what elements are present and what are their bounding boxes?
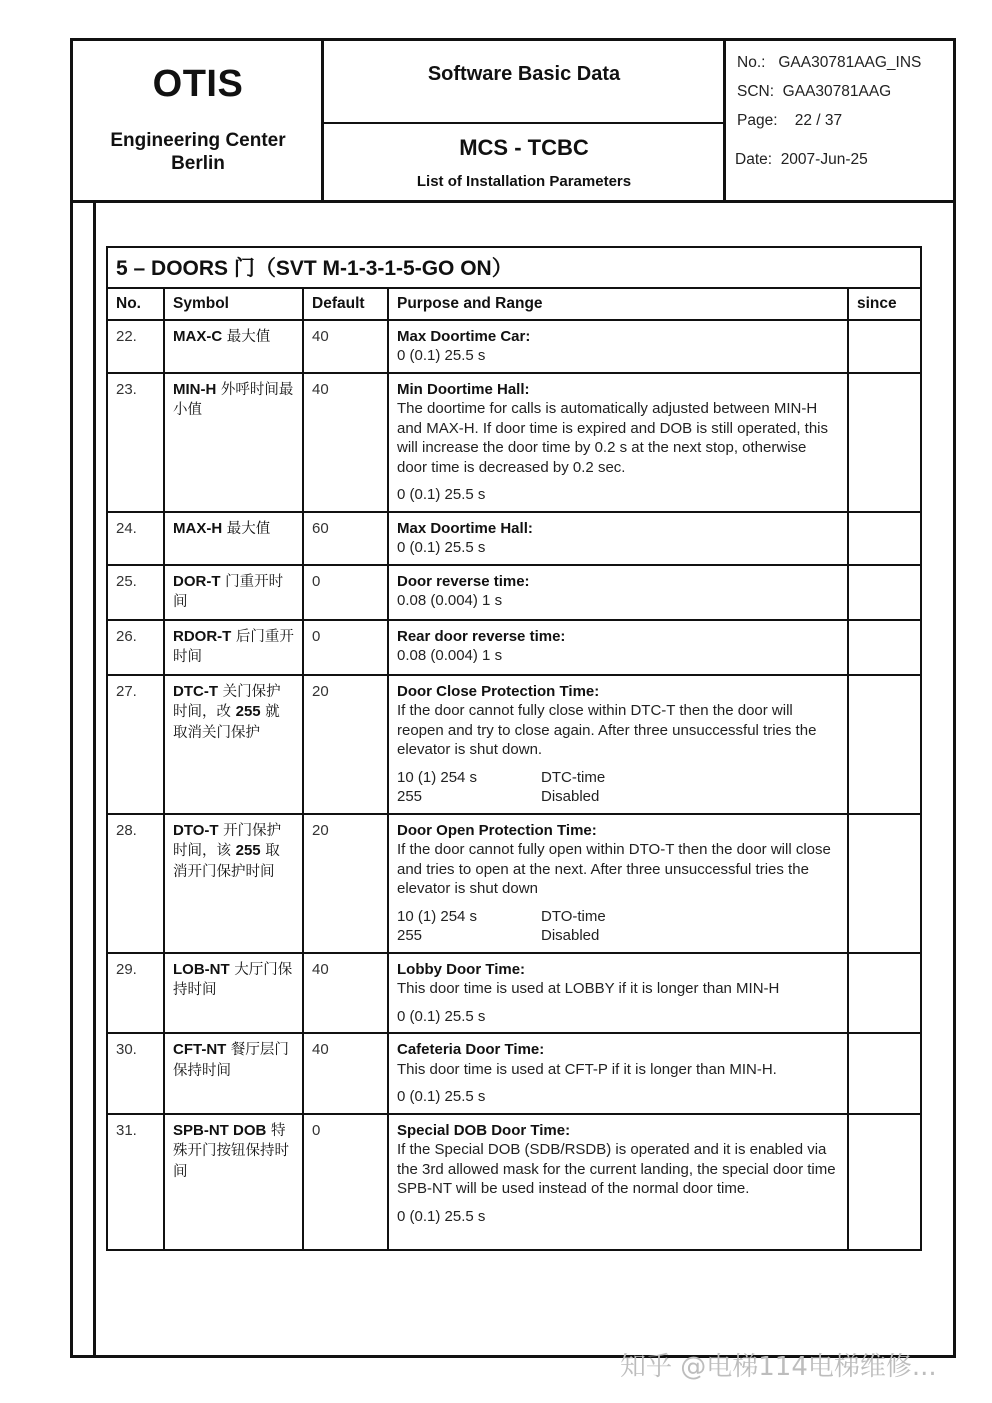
- param-purpose-title: Rear door reverse time:: [397, 627, 566, 645]
- param-purpose-title: Min Doortime Hall:: [397, 380, 530, 398]
- param-range-value: 255: [397, 927, 423, 944]
- document-subtitle: List of Installation Parameters: [416, 173, 632, 190]
- param-purpose-title: Door Open Protection Time:: [397, 821, 597, 839]
- param-symbol: [164, 620, 303, 675]
- col-header-symbol: Symbol: [164, 288, 303, 320]
- param-default: 40: [303, 953, 388, 1034]
- document-header: [70, 38, 956, 203]
- param-purpose-range: 0 (0.1) 25.5 s: [397, 1207, 486, 1225]
- param-since: [848, 320, 921, 373]
- param-symbol-code: DTO-T: [173, 821, 219, 839]
- param-purpose-description: If the Special DOB (SDB/RSDB) is operated and it is enabled via the 3rd allowed mask for the current landing, the special door time SPB-NT will be used instead of the normal door time.: [397, 1141, 836, 1197]
- watermark: 知乎 @电梯114电梯维修...: [620, 1352, 937, 1382]
- param-symbol: [164, 1114, 303, 1250]
- table-row: [107, 565, 921, 620]
- param-purpose-title: Door reverse time:: [397, 572, 530, 590]
- col-header-since: since: [848, 288, 921, 320]
- meta-no-value: GAA30781AAG_INS: [778, 54, 922, 71]
- company-name: OTIS: [152, 63, 244, 105]
- param-symbol-code: CFT-NT: [173, 1041, 227, 1058]
- param-default: 40: [303, 320, 388, 373]
- param-purpose-description: If the door cannot fully close within DTC-T then the door will reopen and try to close again. After three unsuccessful tries the elevator is shut down.: [397, 702, 817, 758]
- param-purpose: [388, 675, 848, 814]
- param-range-meaning: Disabled: [541, 927, 600, 944]
- param-no: 23.: [107, 373, 164, 512]
- param-symbol-code: LOB-NT: [173, 960, 230, 978]
- meta-page: [737, 112, 842, 130]
- param-symbol-zh: 门重开时间: [173, 573, 284, 610]
- header-divider-middle: [323, 122, 725, 124]
- param-symbol-code: RDOR-T: [173, 627, 232, 645]
- param-no: 22.: [107, 320, 164, 373]
- param-since: [848, 814, 921, 953]
- param-purpose-range: 0.08 (0.004) 1 s: [397, 592, 503, 609]
- page-inner-margin-line: [93, 203, 96, 1355]
- param-purpose-title: Lobby Door Time:: [397, 960, 526, 978]
- param-purpose-description: The doortime for calls is automatically adjusted between MIN-H and MAX-H. If door time is expired and DOB is still operated, this will increase the door time by 0.2 s at the next stop, otherwise door time is decreased by 0.2 sec.: [397, 400, 829, 476]
- param-range-value: 10 (1) 254 s: [397, 768, 478, 786]
- param-since: [848, 512, 921, 565]
- param-symbol-zh: 关门保护时间，改: [173, 683, 281, 720]
- param-symbol-value: 255: [235, 703, 261, 720]
- param-range-row: [397, 926, 839, 946]
- param-purpose: [388, 953, 848, 1034]
- table-row: [107, 620, 921, 675]
- col-header-no: No.: [107, 288, 164, 320]
- param-symbol-code: MAX-C: [173, 327, 223, 345]
- param-symbol: [164, 320, 303, 373]
- param-default: 0: [303, 620, 388, 675]
- param-range-meaning: DTO-time: [541, 907, 606, 925]
- param-purpose: [388, 320, 848, 373]
- param-symbol: [164, 953, 303, 1034]
- param-purpose-description: This door time is used at LOBBY if it is longer than MIN-H: [397, 980, 780, 997]
- table-row: [107, 675, 921, 814]
- param-no: 26.: [107, 620, 164, 675]
- param-no: 30.: [107, 1033, 164, 1114]
- table-row: [107, 512, 921, 565]
- param-range-row: [397, 787, 839, 807]
- system-name: MCS - TCBC: [459, 135, 589, 160]
- param-purpose: [388, 620, 848, 675]
- param-symbol-zh: 外呼时间最小值: [173, 381, 294, 418]
- department: [73, 129, 323, 175]
- param-symbol: [164, 1033, 303, 1114]
- param-symbol-zh: 开门保护时间，该: [173, 822, 282, 859]
- param-symbol-zh: 后门重开时间: [173, 628, 294, 665]
- meta-scn-value: GAA30781AAG: [782, 83, 892, 100]
- meta-date-label: Date:: [735, 151, 773, 168]
- document-title: Software Basic Data: [427, 63, 621, 85]
- param-symbol-value: 255: [235, 842, 261, 859]
- param-range-row: [397, 768, 839, 788]
- param-no: 25.: [107, 565, 164, 620]
- param-default: 60: [303, 512, 388, 565]
- param-no: 24.: [107, 512, 164, 565]
- param-purpose: [388, 814, 848, 953]
- param-symbol-zh-2: 就取消关门保护: [173, 704, 280, 741]
- param-purpose-range: 0 (0.1) 25.5 s: [397, 486, 486, 503]
- param-symbol-zh-2: 取消开门保护时间: [173, 843, 280, 880]
- param-symbol-code: MIN-H: [173, 380, 217, 398]
- param-symbol: [164, 373, 303, 512]
- param-no: 29.: [107, 953, 164, 1034]
- param-default: 20: [303, 814, 388, 953]
- param-range-value: 255: [397, 788, 423, 805]
- param-symbol-zh: 最大值: [222, 328, 271, 345]
- param-purpose-range: 0 (0.1) 25.5 s: [397, 1007, 486, 1025]
- meta-scn-label: SCN:: [737, 83, 775, 100]
- param-purpose-title: Special DOB Door Time:: [397, 1121, 571, 1139]
- table-row: [107, 953, 921, 1034]
- param-no: 28.: [107, 814, 164, 953]
- section-title: 5 – DOORS 门（SVT M-1-3-1-5-GO ON）: [107, 247, 921, 288]
- department-line2: Berlin: [171, 153, 225, 174]
- param-purpose-title: Door Close Protection Time:: [397, 682, 600, 700]
- param-default: 40: [303, 1033, 388, 1114]
- col-header-default: Default: [303, 288, 388, 320]
- param-since: [848, 675, 921, 814]
- department-line1: Engineering Center: [110, 130, 286, 151]
- table-row: [107, 814, 921, 953]
- param-range-meaning: Disabled: [541, 788, 600, 805]
- col-header-purpose: Purpose and Range: [388, 288, 848, 320]
- param-purpose-title: Max Doortime Car:: [397, 327, 531, 345]
- param-purpose-description: If the door cannot fully open within DTO-T then the door will close and tries to open at the next. After three unsuccessful tries the elevator is shut down: [397, 841, 831, 897]
- param-purpose-description: This door time is used at CFT-P if it is longer than MIN-H.: [397, 1060, 777, 1078]
- meta-page-value: 22 / 37: [794, 112, 843, 129]
- param-purpose: [388, 565, 848, 620]
- table-row: [107, 373, 921, 512]
- param-since: [848, 373, 921, 512]
- param-symbol-zh: 特殊开门按钮保持时间: [173, 1122, 289, 1180]
- meta-no: [737, 54, 921, 72]
- param-symbol-zh: 最大值: [222, 520, 271, 537]
- meta-no-label: No.:: [737, 54, 766, 71]
- table-header-row: [107, 288, 921, 320]
- param-default: 0: [303, 1114, 388, 1250]
- param-symbol-code: SPB-NT DOB: [173, 1121, 267, 1139]
- param-default: 0: [303, 565, 388, 620]
- param-purpose: [388, 1114, 848, 1250]
- param-range-meaning: DTC-time: [541, 768, 606, 786]
- param-symbol: [164, 565, 303, 620]
- param-range-value: 10 (1) 254 s: [397, 907, 478, 925]
- param-since: [848, 620, 921, 675]
- param-since: [848, 565, 921, 620]
- table-row: [107, 1033, 921, 1114]
- param-purpose-range: 0.08 (0.004) 1 s: [397, 647, 503, 664]
- param-range-row: [397, 907, 839, 927]
- param-purpose-title: Cafeteria Door Time:: [397, 1041, 545, 1058]
- param-purpose: [388, 373, 848, 512]
- parameter-table: [106, 246, 922, 1251]
- param-no: 27.: [107, 675, 164, 814]
- param-no: 31.: [107, 1114, 164, 1250]
- param-purpose-title: Max Doortime Hall:: [397, 519, 533, 537]
- param-since: [848, 1033, 921, 1114]
- param-default: 20: [303, 675, 388, 814]
- param-symbol-code: DTC-T: [173, 682, 218, 700]
- param-since: [848, 953, 921, 1034]
- meta-scn: [737, 83, 891, 101]
- param-since: [848, 1114, 921, 1250]
- param-default: 40: [303, 373, 388, 512]
- param-purpose-range: 0 (0.1) 25.5 s: [397, 539, 486, 556]
- param-symbol: [164, 814, 303, 953]
- param-symbol-code: DOR-T: [173, 572, 221, 590]
- table-row: [107, 320, 921, 373]
- param-purpose: [388, 512, 848, 565]
- param-symbol-zh: 大厅门保持时间: [173, 961, 293, 998]
- table-row: [107, 1114, 921, 1250]
- param-purpose: [388, 1033, 848, 1114]
- meta-date: [735, 151, 868, 169]
- param-purpose-range: 0 (0.1) 25.5 s: [397, 347, 486, 364]
- meta-page-label: Page:: [737, 112, 778, 129]
- param-symbol: [164, 675, 303, 814]
- meta-date-value: 2007-Jun-25: [780, 151, 868, 168]
- param-purpose-range: 0 (0.1) 25.5 s: [397, 1088, 486, 1105]
- param-symbol-zh: 餐厅层门保持时间: [173, 1042, 289, 1079]
- param-symbol-code: MAX-H: [173, 519, 223, 537]
- param-symbol: [164, 512, 303, 565]
- section-title-row: [107, 247, 921, 288]
